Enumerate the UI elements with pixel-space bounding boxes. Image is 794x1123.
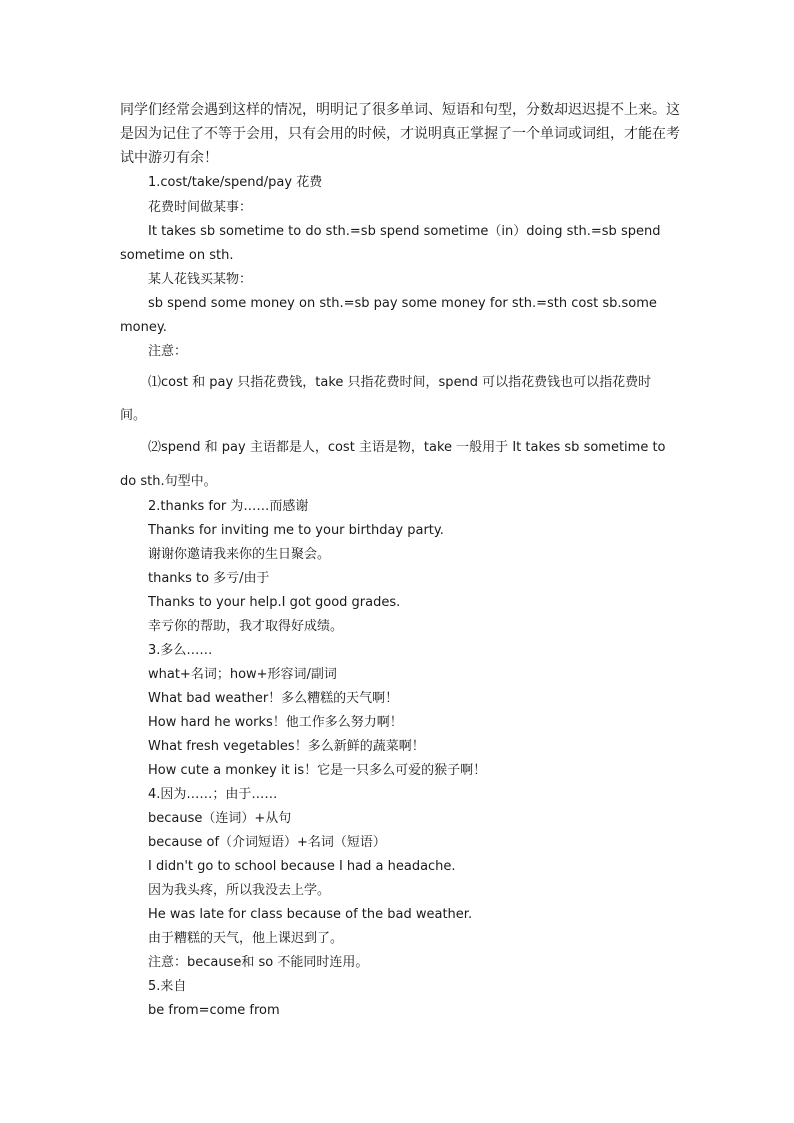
note-item-1-continued: 间。 (120, 408, 147, 423)
heading-because: 4.因为……；由于…… (148, 787, 278, 802)
heading-thanks-to: thanks to 多亏/由于 (148, 571, 270, 586)
note-item-1: ⑴cost 和 pay 只指花费钱，take 只指花费时间，spend 可以指花费钱也可以指花费时 (148, 375, 652, 390)
heading-how: 3.多么…… (148, 643, 213, 658)
heading-cost-take-spend-pay: 1.cost/take/spend/pay 花费 (148, 175, 323, 190)
rule-line: what+名词；how+形容词/副词 (148, 667, 337, 682)
note-line: 注意：because和 so 不能同时连用。 (148, 955, 369, 970)
example-chinese: 谢谢你邀请我来你的生日聚会。 (148, 547, 331, 562)
example-line: How cute a monkey it is！它是一只多么可爱的猴子啊！ (148, 763, 487, 778)
pattern-line-continued: sometime on sth. (120, 248, 234, 263)
pattern-line-continued: money. (120, 320, 167, 335)
example-english: He was late for class because of the bad weather. (148, 907, 473, 922)
rule-line: be from=come from (148, 1003, 280, 1018)
example-chinese: 幸亏你的帮助，我才取得好成绩。 (148, 619, 344, 634)
example-english: I didn't go to school because I had a headache. (148, 859, 456, 874)
note-item-2-continued: do sth.句型中。 (120, 474, 217, 489)
example-line: How hard he works！他工作多么努力啊！ (148, 715, 403, 730)
example-english: Thanks for inviting me to your birthday party. (148, 523, 444, 538)
note-item-2: ⑵spend 和 pay 主语都是人，cost 主语是物，take 一般用于 It takes sb sometime to (148, 440, 666, 455)
pattern-line: It takes sb sometime to do sth.=sb spend sometime（in）doing sth.=sb spend (148, 224, 661, 239)
heading-thanks-for: 2.thanks for 为……而感谢 (148, 499, 309, 514)
example-english: Thanks to your help.I got good grades. (148, 595, 401, 610)
intro-paragraph: 同学们经常会遇到这样的情况，明明记了很多单词、短语和句型，分数却迟迟提不上来。这是因为记住了不等于会用，只有会用的时候，才说明真正掌握了一个单词或词组，才能在考试中游刃有余！ (120, 102, 680, 166)
rule-line: because（连词）+从句 (148, 811, 292, 826)
heading-from: 5.来自 (148, 979, 187, 994)
note-label: 注意： (148, 344, 188, 359)
pattern-line: sb spend some money on sth.=sb pay some money for sth.=sth cost sb.some (148, 296, 657, 311)
example-chinese: 因为我头疼，所以我没去上学。 (148, 883, 331, 898)
subheading-spend-money: 某人花钱买某物： (148, 272, 253, 287)
subheading-spend-time: 花费时间做某事： (148, 200, 253, 215)
example-chinese: 由于糟糕的天气，他上课迟到了。 (148, 931, 344, 946)
example-line: What bad weather！多么糟糕的天气啊！ (148, 691, 399, 706)
example-line: What fresh vegetables！多么新鲜的蔬菜啊！ (148, 739, 425, 754)
rule-line: because of（介词短语）+名词（短语） (148, 835, 386, 850)
